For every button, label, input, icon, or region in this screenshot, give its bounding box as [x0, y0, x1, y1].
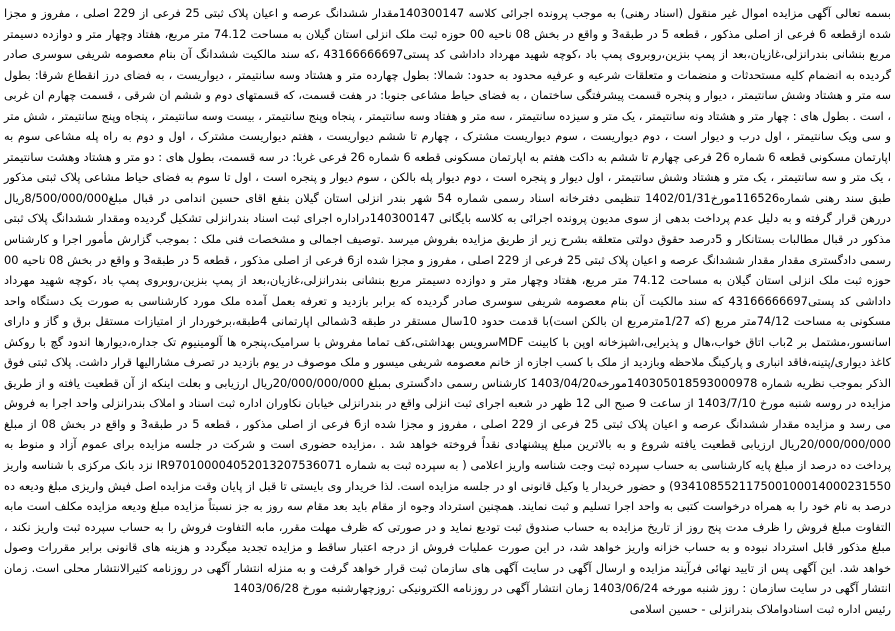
auction-notice-body — [4, 3, 891, 619]
signature-line: رئیس اداره ثبت اسنادواملاک بندرانزلی - حسین اسلامی — [629, 601, 891, 616]
auction-notice-text: بسمه تعالی آگهی مزایده اموال غیر منقول (اسناد رهنی) به موجب پرونده اجرائی کلاسه 140300147مقدار ششدانگ عرصه و اعیان پلاک ثبتی 25 فرعی از 229 اصلی ، مفروز و مجزا شده ازقطعه 6 فرعی از اصلی مذکور ، قطعه 5 در طبقه3 و واقع در بخش 08 ناحیه 00 حوزه ثبت ملک انزلی استان گیلان به مساحت 74.12 متر مربع، هفتاد وچهار متر و دوازده دسیمتر مربع بنشانی بندرانزلی،غازیان،بعد از پمپ بنزین،روبروی پمپ باد ،کوچه شهید مهرداد داداشی کد پستی43166666697 ،که سند مالکیت ششدانگ آن بنام معصومه شریفی سوسری صادر گردیده به انضمام کلیه مستحدثات و منضمات و متعلقات شرعیه و عرفیه محدود به حدود: شمالا: بطول چهارده متر و هشتاد وسه سانتیمتر ، دیواریست ، به فضای درز انقطاع شرقا: بطول سه متر و هشتاد وشش سانتیمتر ، دیوار و پنجره قسمت پیشرفتگی ساختمان ، به فضای حیاط مشاعی جنوبا: در هفت قسمت، که قسمتهای دوم و ششم ان شرقی ، قسمت چهارم ان غربی ، است . بطول های : چهار متر و هشتاد ونه سانتیمتر ، یک متر و سیزده سانتیمتر ، سه متر و هفتاد وسه سانتیمتر ، پنجاه وپنج سانتیمتر ، بیست وسه سانتیمتر ، پنجاه وپنج سانتیمتر ، شش متر و سی ویک سانتیمتر ، اول درب و دیوار است ، دوم دیواریست ، سوم دیواریست مشترک ، چهارم تا ششم دیواریست ، هفتم دیواریست مشترک ، اول و دوم به راه پله مشاعی سوم به اپارتمان مسکونی قطعه 6 شماره 26 فرعی چهارم تا ششم به داکت هفتم به اپارتمان مسکونی قطعه 6 شماره 26 فرعی غربا: در سه قسمت، بطول های : دو متر و هشتاد وهشت سانتیمتر ، یک متر و سه سانتیمتر ، یک متر و هشتاد وشش سانتیمتر ، اول دیوار و پنجره است ، دوم دیوار پله بالکن ، سوم دیوار و پنجره است ، اول تا سوم به فضای حیاط مشاعی پلاک ثبتی مذکور طبق سند رهنی شماره116526مورخ1402/01/31 تنظیمی دفترخانه اسناد رسمی شماره 54 شهر بندر انزلی استان گیلان بنفع اقای حسین اندامی در قبال مبلغ8/500/000/000ریال دررهن قرار گرفته و به دلیل عدم پرداخت بدهی از سوی مدیون پرونده اجرائی به کلاسه بایگانی 140300147دراداره اجرای ثبت اسناد بندرانزلی تشکیل گردیده ومقدار ششدانگ پلاک ثبتی مذکور در قبال مطالبات بستانکار و 5درصد حقوق دولتی متعلقه بشرح زیر از طریق مزایده بفروش میرسد .توصیف اجمالی و مشخصات فنی ملک : بموجب گزارش مأمور اجرا و کارشناس رسمی دادگستری مقدار مقدار ششدانگ عرصه و اعیان پلاک ثبتی 25 فرعی از 229 اصلی ، مفروز و مجزا شده از6 فرعی از اصلی مذکور ، قطعه 5 در طبقه3 و واقع در بخش 08 ناحیه 00 حوزه ثبت ملک انزلی استان گیلان به مساحت 74.12 متر مربع، هفتاد وچهار متر و دوازده دسیمتر مربع بنشانی بندرانزلی،غازیان،بعد از پمپ بنزین،روبروی پمپ باد ،کوچه شهید مهرداد داداشی کد پستی43166666697 که سند مالکیت آن بنام معصومه شریفی سوسری صادر گردیده که برابر بازدید و تعرفه بعمل آمده ملک مورد کارشناسی به صورت یک دستگاه واحد مسکونی به مساحت 74/12متر مربع (که 1/27مترمربع ان بالکن است)با قدمت حدود 10سال مستقر در طبقه 3شمالی اپارتمانی 4طبقه،برخوردار از امتیازات مستقل برق و گاز و دارای اسانسور،مشتمل بر 2باب اتاق خواب،هال و پذیرایی،اشپزخانه اوپن با کابینت MDFسرویس بهداشتی،کف تماما مفروش با سرامیک،پنجره ها آلومینیوم تک جداره،دیوارها اندود گچ با روکش کاغذ دیواری/پتینه،فاقد انباری و پارکینگ ملاحظه وبازدید از ملک با کسب اجازه از خانم معصومه شریفی میسور و ملک موصوف در یوم بازدید در تصرف مشارالیها قرار داشت. پلاک ثبتی فوق الذکر بموجب نظریه شماره 140305018593000978مورخه1403/04/20 کارشناس رسمی دادگستری بمبلغ 20/000/000/000ریال ارزیابی و بعلت اینکه از آن قطعیت یافته و از طریق مزایده در روسه شنبه مورخ 1403/7/10 از ساعت 9 صبح الی 12 ظهر در شعبه اجرای ثبت انزلی واقع در بندرانزلی خیابان نکاوران اداره ثبت اسناد و املاک بندرانزلی واحد اجرا به فروش می رسد و مزایده مقدار ششدانگ عرصه و اعیان پلاک ثبتی 25 فرعی از 229 اصلی ، مفروز و مجزا شده از6 فرعی از اصلی مذکور ، قطعه 5 در طبقه3 و واقع در بخش 08 از مبلغ 20/000/000/000ریال ارزیابی قطعیت یافته شروع و به بالاترین مبلغ پیشنهادی نقداً فروخته خواهد شد . ،مزایده حضوری است و شرکت در جلسه مزایده برای عموم آزاد و منوط به پرداخت ده درصد از مبلغ پایه کارشناسی به حساب سپرده ثبت وجت شناسه واریز اعلامی ( به سپرده ثبت به شماره IR970100004052013207536071 نزد بانک مرکزی با شناسه واریز 934108552117500100014000231550) و حضور خریدار یا وکیل قانونی او در جلسه مزایده است. لذا خریدار وی بایستی تا قبل از پایان وقت مزایده اصل فیش واریزی مبلغ ودیعه ده درصد به نام خود را به همراه درخواست کتبی به واحد اجرا تسلیم و ثبت نمایند. همچنین استرداد وجوه از مقام باید بعد مقام سه روز به جز نسبتاً مزایده مبلغ ودیعه مزایده مکلف است مابه التفاوت مبلغ فروش را ظرف مدت پنج روز از تاریخ مزایده به حساب صندوق ثبت تودیع نماید و در صورتی که ظرف مهلت مقرر، مابه التفاوت فروش را به حساب سپرده ثبت واریز نکند ، مبلغ مذکور قابل استرداد نبوده و به حساب خزانه واریز خواهد شد، در این صورت عملیات فروش از درجه اعتبار ساقط و مزایده تجدید میگردد و هزینه های قانونی برابر مقررات وصول خواهد شد. این آگهی پس از تایید نهائی فرآیند مزایده و ارسال آگهی در سایت آگهی های سازمان ثبت قرار خواهد گرفت و به منزله انتشار آگهی در روزنامه کثیرالانتشار محلی است. زمان انتشار آگهی در سایت سازمان : روز شنبه مورخه 1403/06/24 زمان انتشار آگهی در روزنامه الکترونیکی :روزچهارشنبه مورخ 1403/06/28 — [4, 6, 892, 596]
